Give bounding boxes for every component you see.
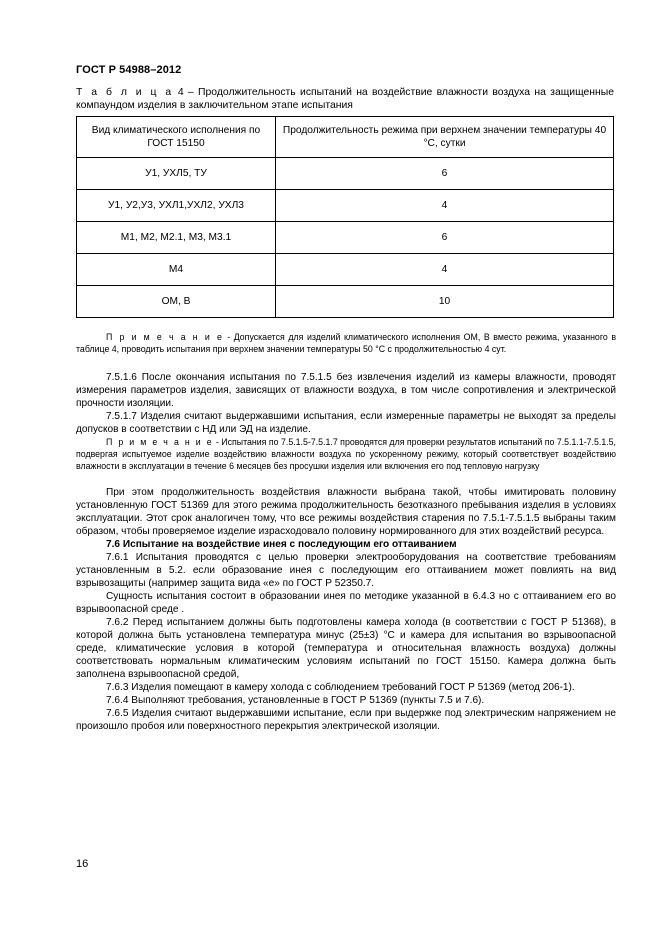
- paragraph-7-6-4: 7.6.4 Выполняют требования, установленные в ГОСТ Р 51369 (пункты 7.5 и 7.6).: [106, 695, 485, 706]
- table-row: [77, 222, 614, 254]
- note-7-5-1: [76, 436, 616, 472]
- page-number: 16: [76, 858, 89, 870]
- paragraph-7-6-1: 7.6.1 Испытания проводятся с целью проверки электрооборудования на соответствие требованиям установленным в 5.2. если образование инея с последующим его оттаиванием может повлиять на вид взрывозащиты (например защита вида «е» по ГОСТ Р 52350.7.: [76, 552, 616, 589]
- table-header-row: [77, 117, 614, 158]
- paragraph-essence: Сущность испытания состоит в образовании инея по методике указанной в 6.4.3 но с оттаиванием его во взрывоопасной среде .: [76, 591, 616, 615]
- table-row: [77, 286, 614, 318]
- table-note: [76, 331, 616, 355]
- table-row: [77, 254, 614, 286]
- table-row: [77, 158, 614, 190]
- document-body: [76, 371, 616, 733]
- column-header-climate: Вид климатического исполнения по ГОСТ 15150: [77, 117, 276, 158]
- cell-days: 4: [276, 254, 614, 286]
- paragraph-7-6-3: 7.6.3 Изделия помещают в камеру холода с соблюдением требований ГОСТ Р 51369 (метод 206-1).: [106, 682, 575, 693]
- section-heading-7-6: 7.6 Испытание на воздействие инея с последующим его оттаиванием: [106, 539, 457, 550]
- cell-climate: У1, УХЛ5, ТУ: [77, 158, 276, 190]
- paragraph-duration: При этом продолжительность воздействия влажности выбрана такой, чтобы имитировать половину установленную ГОСТ 51369 для этого режима продолжительность безотказного пребывания изделия в условиях эксплуатации. Этот срок аналогичен тому, что все режимы воздействия старения по 7.5.1-7.5.1.5 выбраны таким образом, чтобы проверяемое изделие израсходовало половину нормированного для этих воздействий ресурса.: [76, 487, 616, 537]
- table-note-label: П р и м е ч а н и е: [106, 332, 224, 342]
- cell-climate: М1, М2, М2.1, М3, М3.1: [77, 222, 276, 254]
- table-caption-number: 4: [177, 87, 184, 98]
- paragraph-7-6-5: 7.6.5 Изделия считают выдержавшими испытание, если при выдержке под электрическим напряжением не произошло пробоя или поверхностного перекрытия электрической изоляции.: [76, 708, 616, 732]
- paragraph-7-5-1-6: 7.5.1.6 После окончания испытания по 7.5.1.5 без извлечения изделий из камеры влажности, проводят измерения параметров изделия, зависящих от влажности воздуха, в том числе сопротивления и электрической прочности изоляции.: [76, 372, 616, 409]
- table-caption-label: Т а б л и ц а: [76, 87, 174, 98]
- table-row: [77, 190, 614, 222]
- table-note-text: - Допускается для изделий климатического исполнения ОМ, В вместо режима, указанного в таблице 4, проводить испытания при верхнем значении температуры 50 °С с продолжительностью 4 сут.: [76, 332, 616, 354]
- table-caption-dash: –: [187, 87, 194, 98]
- test-duration-table: [76, 116, 614, 318]
- note-text: - Испытания по 7.5.1.5-7.5.1.7 проводятся для проверки результатов испытаний по 7.5.1.1-7.5.1.5, подвергая испытуемое изделие воздействию влажности воздуха по ускоренному режиму, который соответствует воздействию влажности в эксплуатации в течение 6 месяцев без просушки изделия или включения его под тепловую нагрузку: [76, 437, 617, 471]
- note-label: П р и м е ч а н и е: [106, 437, 214, 447]
- paragraph-7-5-1-7: 7.5.1.7 Изделия считают выдержавшими испытания, если измеренные параметры не выходят за пределы допусков в соответствии с НД или ЭД на изделие.: [76, 411, 616, 435]
- cell-days: 10: [276, 286, 614, 318]
- cell-climate: М4: [77, 254, 276, 286]
- cell-days: 6: [276, 222, 614, 254]
- paragraph-7-6-2: 7.6.2 Перед испытанием должны быть подготовлены камера холода (в соответствии с ГОСТ Р 51368), в которой должна быть установлена температура минус (25±3) °С и камера для испытания во взрывоопасной среде, климатические условия в которой (температура и относительная влажность воздуха) должны соответствовать нормальным климатическим условиям испытаний по ГОСТ 15150. Камера должна быть заполнена взрывоопасной средой,: [76, 617, 616, 680]
- cell-climate: У1, У2,У3, УХЛ1,УХЛ2, УХЛ3: [77, 190, 276, 222]
- document-header: ГОСТ Р 54988–2012: [76, 64, 182, 76]
- table-caption: [76, 86, 614, 112]
- column-header-duration: Продолжительность режима при верхнем значении температуры 40 °С, сутки: [276, 117, 614, 158]
- cell-days: 4: [276, 190, 614, 222]
- cell-climate: ОМ, В: [77, 286, 276, 318]
- cell-days: 6: [276, 158, 614, 190]
- table-caption-text: Продолжительность испытаний на воздействие влажности воздуха на защищенные компаундом изделия в заключительном этапе испытания: [76, 87, 615, 111]
